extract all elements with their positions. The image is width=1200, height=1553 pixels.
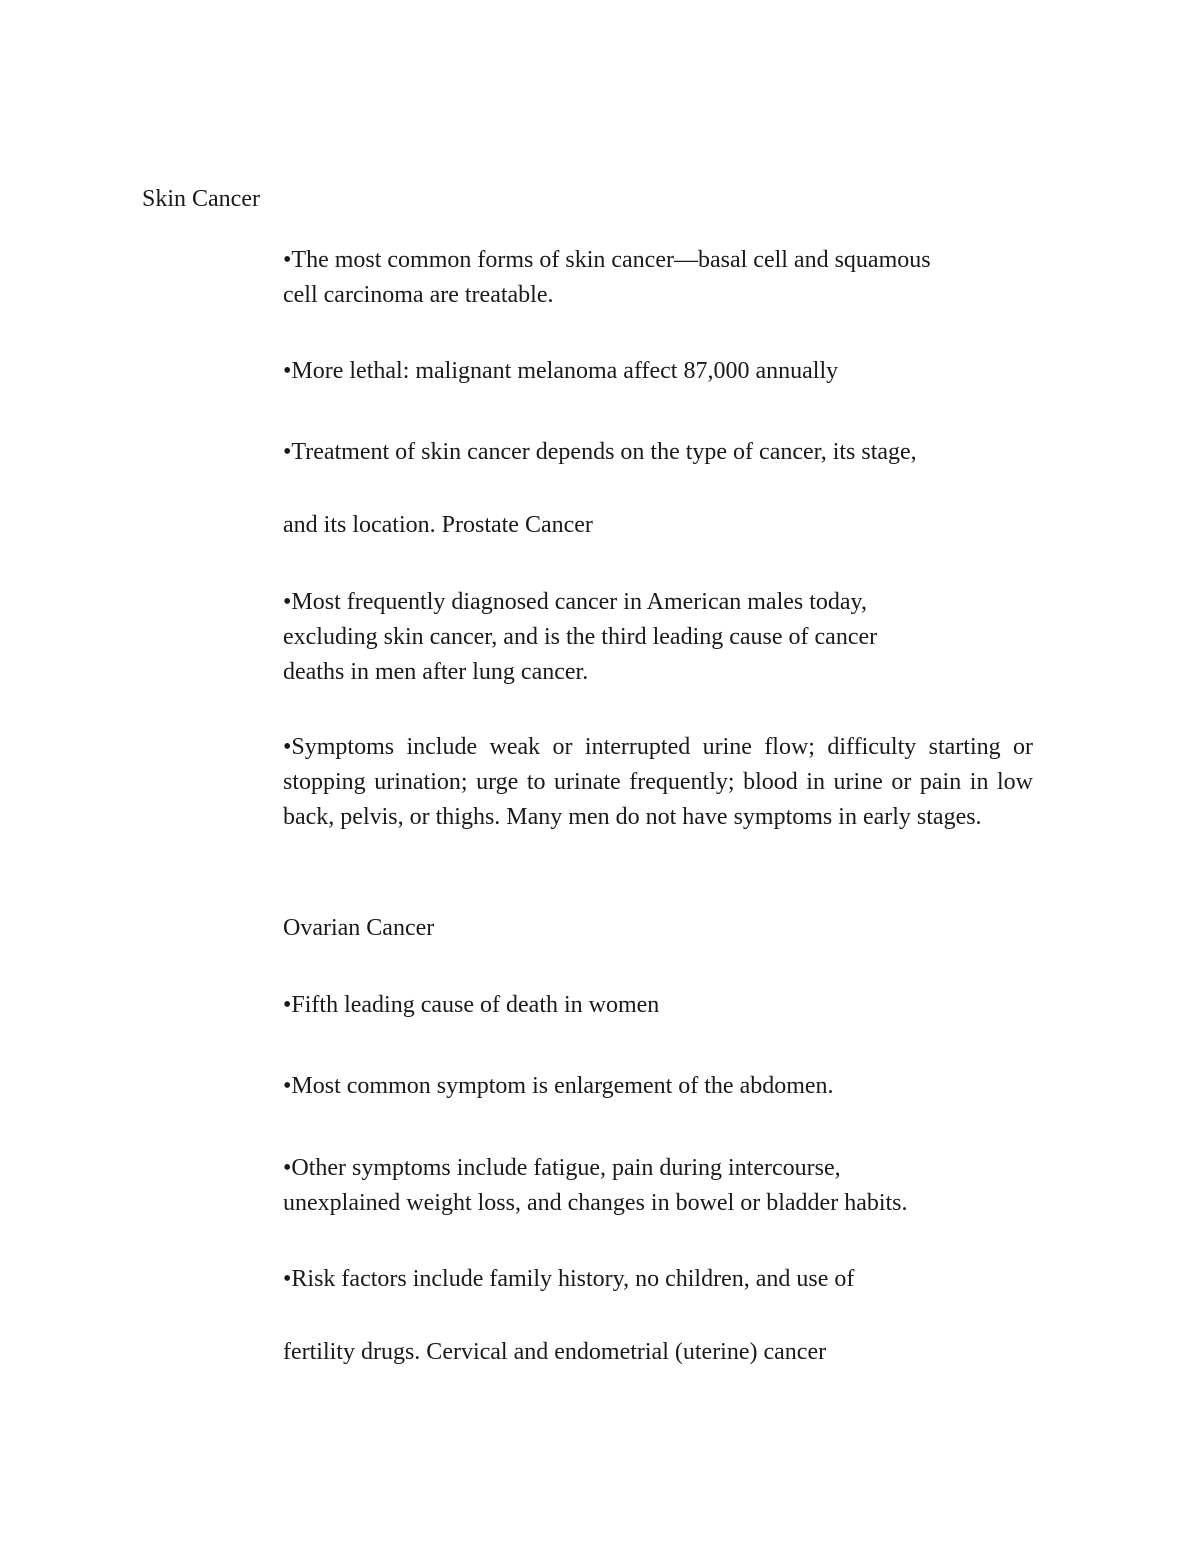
paragraph-line: •Most frequently diagnosed cancer in American males today, (283, 589, 867, 615)
paragraph-line: unexplained weight loss, and changes in bowel or bladder habits. (283, 1190, 908, 1216)
paragraph-line: cell carcinoma are treatable. (283, 282, 554, 308)
paragraph-line: •The most common forms of skin cancer—basal cell and squamous (283, 247, 931, 273)
paragraph-symptoms: •Symptoms include weak or interrupted urine flow; difficulty starting or stopping urination; urge to urinate frequently; blood in urine or pain in low back, pelvis, or thighs. Many men do not have symptoms in early stages. (283, 734, 1033, 830)
paragraph-line: •Risk factors include family history, no children, and use of (283, 1266, 855, 1292)
paragraph-line: •Fifth leading cause of death in women (283, 992, 660, 1018)
paragraph-line: •Treatment of skin cancer depends on the type of cancer, its stage, (283, 439, 917, 465)
paragraph-line: •Other symptoms include fatigue, pain during intercourse, (283, 1155, 841, 1181)
paragraph-line: •Most common symptom is enlargement of the abdomen. (283, 1073, 834, 1099)
paragraph-line: deaths in men after lung cancer. (283, 659, 589, 685)
paragraph-line: excluding skin cancer, and is the third leading cause of cancer (283, 624, 878, 650)
paragraph-line: and its location. Prostate Cancer (283, 512, 593, 538)
paragraph-line: fertility drugs. Cervical and endometrial (uterine) cancer (283, 1339, 827, 1365)
paragraph-line: •More lethal: malignant melanoma affect 87,000 annually (283, 358, 839, 384)
section-heading-skin-cancer: Skin Cancer (142, 186, 260, 212)
section-heading-ovarian-cancer: Ovarian Cancer (283, 915, 435, 941)
